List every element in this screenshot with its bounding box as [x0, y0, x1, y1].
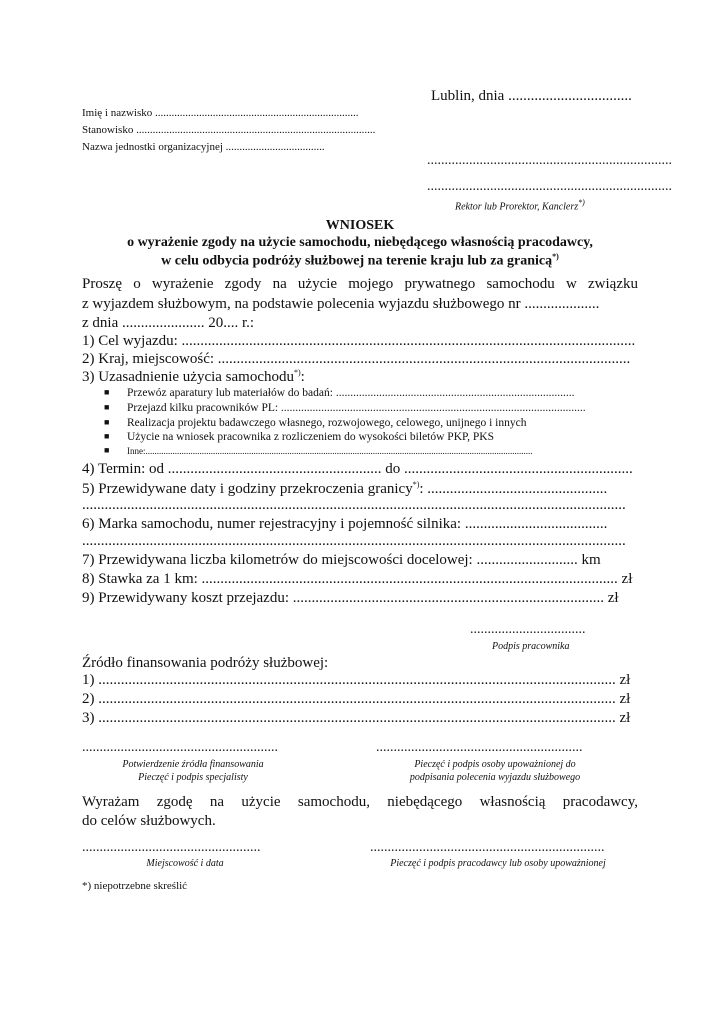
intro-line-3[interactable]: z dnia ...................... 20.... r.: — [82, 315, 255, 331]
funding-confirmation-caption-1: Potwierdzenie źródła finansowania — [122, 759, 264, 770]
authorized-person-caption-1: Pieczęć i podpis osoby upoważnionej do — [414, 759, 576, 770]
form-title: WNIOSEK — [325, 218, 395, 233]
funding-row[interactable]: 3) .......................................................................................................................................... zł — [82, 710, 631, 726]
item-estimated-cost[interactable]: 9) Przewidywany koszt przejazdu: ................................................................................... zł — [82, 590, 619, 606]
item-distance-km[interactable]: 7) Przewidywana liczba kilometrów do miejscowości docelowej: ........................... km — [82, 552, 601, 568]
name-field[interactable]: Imię i nazwisko .......................................................................... — [82, 107, 359, 119]
item-car-details-cont[interactable]: ................................................................................................................................................. — [82, 533, 626, 549]
bullet-icon: ■ — [104, 402, 110, 412]
employee-signature-line[interactable]: ................................. — [470, 622, 586, 637]
item-car-details[interactable]: 6) Marka samochodu, numer rejestracyjny i pojemność silnika: ...................................... — [82, 516, 608, 532]
employer-signature-caption: Pieczęć i podpis pracodawcy lub osoby upoważnionej — [390, 858, 606, 869]
funding-confirmation-caption-2: Pieczęć i podpis specjalisty — [138, 772, 248, 783]
unit-field[interactable]: Nazwa jednostki organizacyjnej .................................... — [82, 141, 325, 153]
item-border-crossing[interactable]: 5) Przewidywane daty i godziny przekroczenia granicy*): ................................................ — [82, 480, 608, 497]
authorized-person-caption-2: podpisania polecenia wyjazdu służbowego — [409, 772, 581, 783]
bullet-icon: ■ — [104, 431, 110, 441]
place-date-signature-line[interactable]: ................................................... — [82, 840, 261, 855]
bullet-icon: ■ — [104, 446, 110, 455]
position-field[interactable]: Stanowisko ....................................................................................... — [82, 124, 376, 136]
bullet-icon: ■ — [104, 387, 110, 397]
addressee-line-2[interactable]: ...................................................................... — [427, 179, 672, 194]
funding-title: Źródło finansowania podróży służbowej: — [82, 655, 329, 671]
funding-row[interactable]: 1) .......................................................................................................................................... zł — [82, 672, 631, 688]
place-date-caption: Miejscowość i data — [146, 858, 224, 869]
addressee-line-1[interactable]: ...................................................................... — [427, 153, 672, 168]
consent-text-line-1: Wyrażam zgodę na użycie samochodu, niebędącego własnością pracodawcy, — [82, 794, 638, 810]
addressee-caption: Rektor lub Prorektor, Kanclerz*) — [455, 198, 585, 213]
justification-option[interactable]: ■ Przewóz aparatury lub materiałów do badań: ................................................................................... — [104, 387, 575, 399]
item-travel-purpose[interactable]: 1) Cel wyjazdu: ......................................................................................................................... — [82, 333, 636, 349]
item-country-city[interactable]: 2) Kraj, miejscowość: .............................................................................................................. — [82, 351, 631, 367]
item-justification: 3) Uzasadnienie użycia samochodu*): — [82, 368, 305, 385]
item-border-crossing-cont[interactable]: ................................................................................................................................................. — [82, 497, 626, 513]
justification-option[interactable]: ■ Realizacja projektu badawczego własnego, rozwojowego, celowego, unijnego i innych — [104, 417, 527, 429]
justification-option[interactable]: ■ Przejazd kilku pracowników PL: .......................................................................................................... — [104, 402, 586, 414]
intro-line-2[interactable]: z wyjazdem służbowym, na podstawie polecenia wyjazdu służbowego nr .................... — [82, 296, 600, 312]
item-date-range[interactable]: 4) Termin: od ......................................................... do ............................................................. — [82, 461, 633, 477]
footnote: *) niepotrzebne skreślić — [82, 880, 188, 892]
place-date-line[interactable]: Lublin, dnia ................................. — [431, 88, 632, 104]
justification-option-other[interactable]: ■ Inne:............................................................................................................................................................................ — [104, 446, 533, 456]
form-subtitle-line-1: o wyrażenie zgody na użycie samochodu, niebędącego własnością pracodawcy, — [127, 235, 593, 250]
form-subtitle-line-2: w celu odbycia podróży służbowej na terenie kraju lub za granicą*) — [161, 252, 559, 269]
consent-text-line-2: do celów służbowych. — [82, 813, 216, 829]
intro-line-1: Proszę o wyrażenie zgody na użycie mojego prywatnego samochodu w związku — [82, 276, 638, 292]
funding-row[interactable]: 2) .......................................................................................................................................... zł — [82, 691, 631, 707]
funding-confirmation-line[interactable]: ........................................................ — [82, 740, 278, 755]
employer-signature-line[interactable]: ................................................................... — [370, 840, 605, 855]
employee-signature-caption: Podpis pracownika — [492, 641, 570, 652]
bullet-icon: ■ — [104, 417, 110, 427]
item-rate-per-km[interactable]: 8) Stawka za 1 km: ............................................................................................................... zł — [82, 571, 633, 587]
authorized-person-line[interactable]: ........................................................... — [376, 740, 583, 755]
justification-option[interactable]: ■ Użycie na wniosek pracownika z rozliczeniem do wysokości biletów PKP, PKS — [104, 431, 494, 443]
